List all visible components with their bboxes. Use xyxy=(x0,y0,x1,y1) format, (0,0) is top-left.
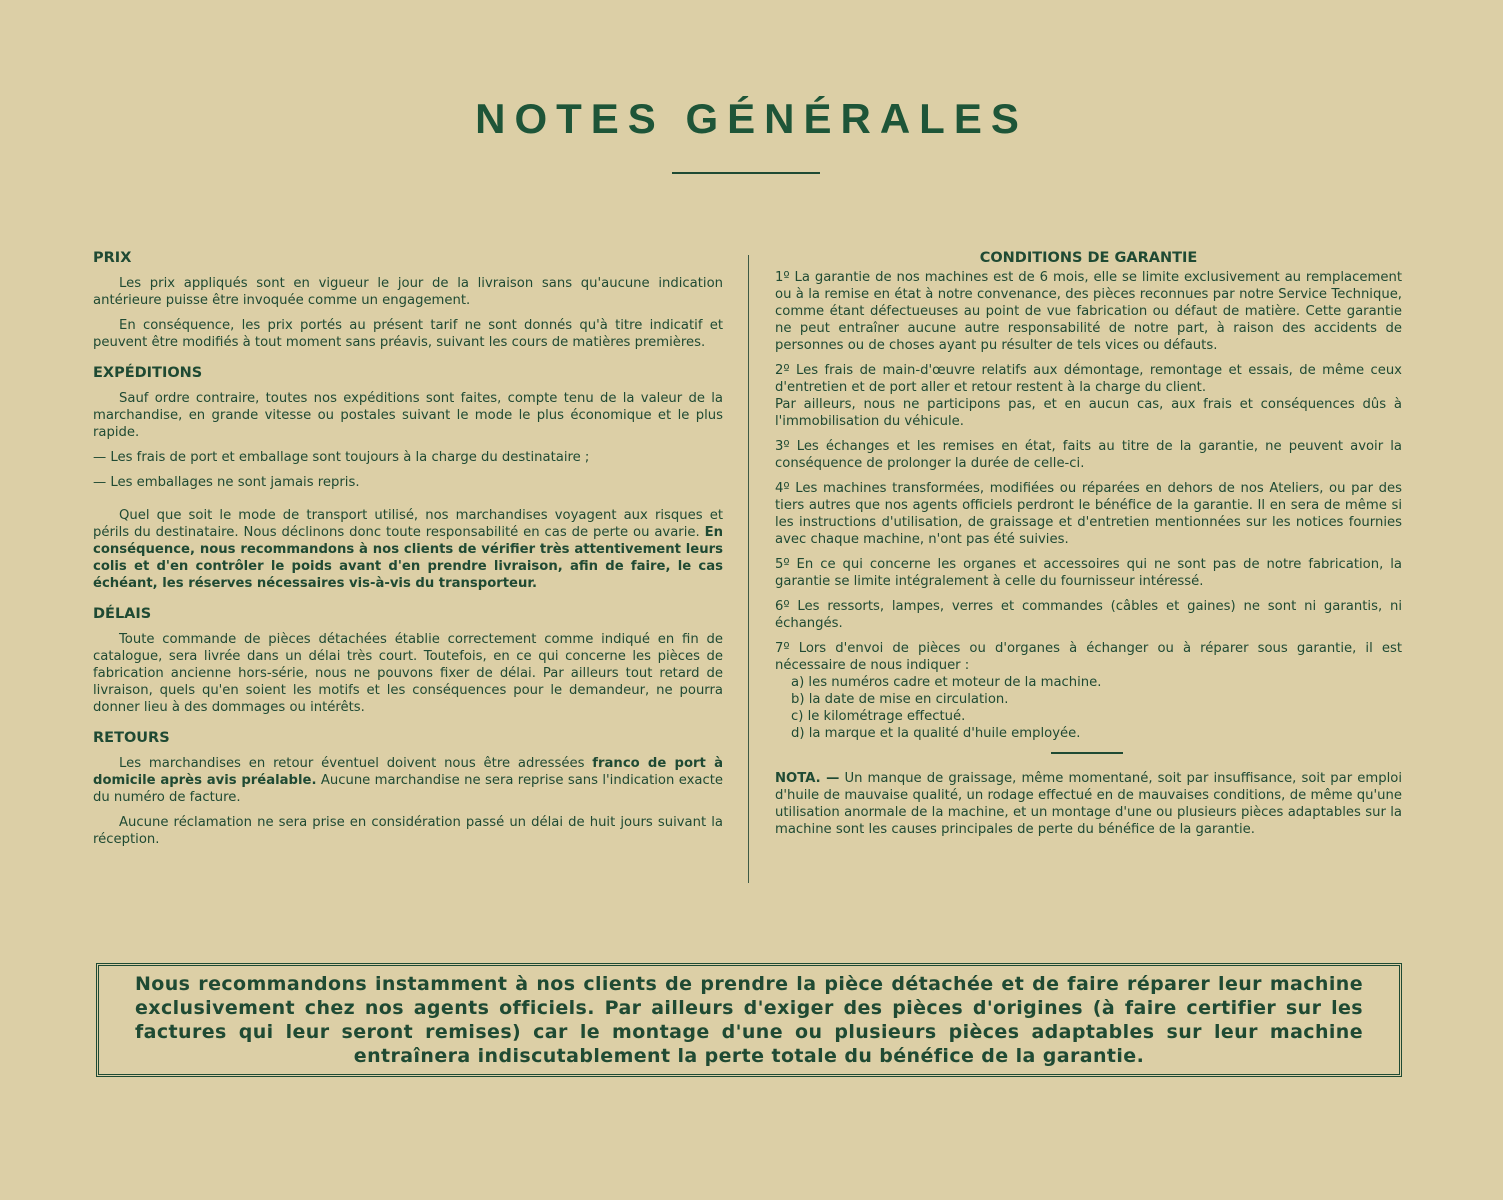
guarantee-item: Par ailleurs, nous ne participons pas, et en aucun cas, aux frais et conséquences dûs à l'immobilisation du véhicule. xyxy=(775,397,1402,429)
sub-item: b) la date de mise en circulation. xyxy=(791,692,1009,707)
paragraph: Toute commande de pièces détachées établie correctement comme indiqué en fin de catalogue, sera livrée dans un délai très court. Toutefois, en ce qui concerne les pièces de fabrication ancienne hors-série, nous ne pouvons fixer de délai. Par ailleurs tout retard de livraison, quels qu'en soient les motifs et les conséquences pour le demandeur, ne pourra donner lieu à des dommages ou intérêts. xyxy=(93,632,723,715)
section-rule xyxy=(1051,752,1123,754)
section-heading: RETOURS xyxy=(93,730,170,746)
bold-text: En conséquence, nous recommandons à nos clients de vérifier très attentivement leurs colis et d'en contrôler le poids avant d'en prendre livraison, afin de faire, le cas échéant, les réserves nécessaires vis-à-vis du transporteur. xyxy=(93,525,723,591)
paragraph xyxy=(93,507,723,592)
title-underline xyxy=(672,172,820,174)
text: Les marchandises en retour éventuel doivent nous être adressées xyxy=(119,756,593,771)
guarantee-item: 4º Les machines transformées, modifiées ou réparées en dehors de nos Ateliers, ou par des tiers autres que nos agents officiels perdront le bénéfice de la garantie. Il en sera de même si les instructions d'utilisation, de graissage et d'entretien mentionnées sur les notices fournies avec chaque machine, n'ont pas été suivies. xyxy=(775,481,1402,547)
section-expeditions xyxy=(93,365,723,592)
paragraph: Les prix appliqués sont en vigueur le jour de la livraison sans qu'aucune indication antérieure puisse être invoquée comme un engagement. xyxy=(93,276,723,308)
section-heading: EXPÉDITIONS xyxy=(93,365,203,381)
text: Un manque de graissage, même momentané, soit par insuffisance, soit par emploi d'huile de mauvaise qualité, un rodage effectué en de mauvaises conditions, de même qu'une utilisation anormale de la machine, et un montage d'une ou plusieurs pièces adaptables sur la machine sont les causes principales de perte du bénéfice de la garantie. xyxy=(775,771,1402,837)
bullet: — Les emballages ne sont jamais repris. xyxy=(93,475,360,490)
section-prix xyxy=(93,250,723,351)
guarantee-item: 3º Les échanges et les remises en état, faits au titre de la garantie, ne peuvent avoir la conséquence de prolonger la durée de celle-ci. xyxy=(775,439,1402,471)
section-delais xyxy=(93,606,723,716)
paragraph xyxy=(93,755,723,806)
text: Aucune marchandise ne sera reprise sans l'indication exacte du numéro de facture. xyxy=(93,773,723,805)
section-heading: CONDITIONS DE GARANTIE xyxy=(979,250,1198,266)
paragraph: Aucune réclamation ne sera prise en considération passé un délai de huit jours suivant la réception. xyxy=(93,815,723,847)
bullet: — Les frais de port et emballage sont toujours à la charge du destinataire ; xyxy=(93,450,590,465)
text: Quel que soit le mode de transport utilisé, nos marchandises voyagent aux risques et périls du destinataire. Nous déclinons donc toute responsabilité en cas de perte ou avarie. xyxy=(93,508,723,540)
paragraph: En conséquence, les prix portés au présent tarif ne sont donnés qu'à titre indicatif et peuvent être modifiés à tout moment sans préavis, suivant les cours de matières premières. xyxy=(93,318,723,350)
section-retours xyxy=(93,730,723,848)
left-column xyxy=(93,250,723,862)
sub-item: d) la marque et la qualité d'huile employée. xyxy=(791,726,1081,741)
notice-text: Nous recommandons instamment à nos clients de prendre la pièce détachée et de faire réparer leur machine exclusivement chez nos agents officiels. Par ailleurs d'exiger des pièces d'origines (à faire certifier sur les factures qui leur seront remises) car le montage d'une ou plusieurs pièces adaptables sur leur machine entraînera indiscutablement la perte totale du bénéfice de la garantie. xyxy=(135,973,1363,1067)
column-divider xyxy=(748,255,749,883)
bold-text: franco de port à domicile après avis préalable. xyxy=(93,756,723,788)
right-column xyxy=(775,250,1402,846)
notice-box xyxy=(96,963,1402,1077)
nota-label: NOTA. — xyxy=(775,771,840,786)
page-title: NOTES GÉNÉRALES xyxy=(475,95,1028,142)
guarantee-item: 5º En ce qui concerne les organes et accessoires qui ne sont pas de notre fabrication, la garantie se limite intégralement à celle du fournisseur intéressé. xyxy=(775,557,1402,589)
sub-item: a) les numéros cadre et moteur de la machine. xyxy=(791,675,1102,690)
section-heading: DÉLAIS xyxy=(93,606,152,622)
guarantee-item: 2º Les frais de main-d'œuvre relatifs aux démontage, remontage et essais, de même ceux d'entretien et de port aller et retour restent à la charge du client. xyxy=(775,363,1402,395)
guarantee-item: 7º Lors d'envoi de pièces ou d'organes à échanger ou à réparer sous garantie, il est nécessaire de nous indiquer : xyxy=(775,641,1402,673)
section-heading: PRIX xyxy=(93,250,132,266)
guarantee-item: 6º Les ressorts, lampes, verres et commandes (câbles et gaines) ne sont ni garantis, ni échangés. xyxy=(775,599,1402,631)
sub-item: c) le kilométrage effectué. xyxy=(791,709,966,724)
guarantee-item: 1º La garantie de nos machines est de 6 mois, elle se limite exclusivement au remplacement ou à la remise en état à notre convenance, des pièces reconnues par notre Service Technique, comme étant défectueuses au point de vue fabrication ou défaut de matière. Cette garantie ne peut entraîner aucune autre responsabilité de notre part, à raison des accidents de personnes ou de choses ayant pu résulter de tels vices ou défauts. xyxy=(775,270,1402,353)
nota-paragraph xyxy=(775,770,1402,838)
paragraph: Sauf ordre contraire, toutes nos expéditions sont faites, compte tenu de la valeur de la marchandise, en grande vitesse ou postales suivant le mode le plus économique et le plus rapide. xyxy=(93,391,723,440)
